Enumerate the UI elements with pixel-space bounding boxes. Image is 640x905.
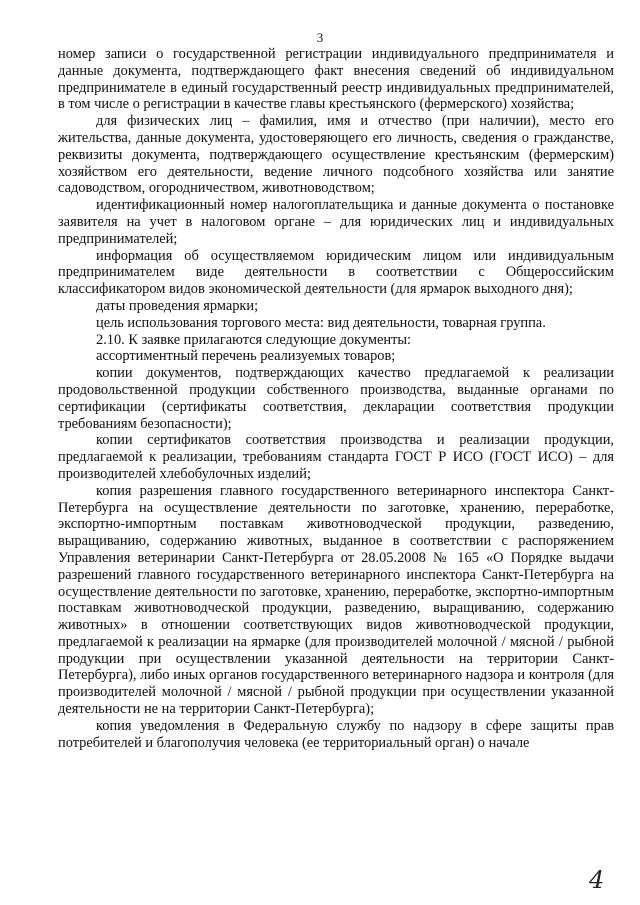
paragraph: даты проведения ярмарки; (96, 297, 259, 314)
document-body (58, 46, 614, 751)
page-number: 3 (316, 30, 324, 45)
paragraph: копии документов, подтверждающих качество предлагаемой к реализации продовольственной продукции собственного производства, выданные органами по сертификации (сертификаты соответствия, декларации соответствия продукции требованиям безопасности); (58, 365, 614, 432)
paragraph: копия уведомления в Федеральную службу по надзору в сфере защиты прав потребителей и благополучия человека (ее территориальный орган) о начале (58, 717, 614, 751)
paragraph: ассортиментный перечень реализуемых товаров; (96, 348, 396, 365)
paragraph: копии сертификатов соответствия производства и реализации продукции, предлагаемой к реализации, требованиям стандарта ГОСТ Р ИСО (ГОСТ ИСО) – для производителей хлебобулочных изделий; (58, 432, 614, 482)
paragraph: для физических лиц – фамилия, имя и отчество (при наличии), место его жительства, данные документа, удостоверяющего его личность, сведения о гражданстве, реквизиты документа, подтверждающего осуществление крестьянским (фермерским) хозяйством его деятельности, ведение личного подсобного хозяйства или занятие садоводством, огородничеством, животноводством; (58, 113, 614, 197)
paragraph: 2.10. К заявке прилагаются следующие документы: (96, 331, 412, 348)
paragraph: информация об осуществляемом юридическим лицом или индивидуальным предпринимателем виде деятельности в соответствии с Общероссийским классификатором видов экономической деятельности (для ярмарок выходного дня); (58, 247, 614, 298)
paragraph: цель использования торгового места: вид деятельности, товарная группа. (96, 314, 546, 331)
paragraph: копия разрешения главного государственного ветеринарного инспектора Санкт-Петербурга на осуществление деятельности по заготовке, хранению, переработке, экспортно-импортным поставкам животноводческой продукции, разведению, выращиванию, содержанию животных, выданное в соответствии с распоряжением Управления ветеринарии Санкт-Петербурга от 28.05.2008 № 165 «О Порядке выдачи разрешений главного государственного ветеринарного инспектора Санкт-Петербурга на осуществление деятельности по заготовке, хранению, переработке, экспортно-импортным поставкам животноводческой продукции, разведению, выращиванию, содержанию животных» в отношении соответствующих видов животноводческой продукции, предлагаемой к реализации на ярмарке (для производителей молочной / мясной / рыбной продукции при осуществлении указанной деятельности на территории Санкт-Петербурга), либо иных органов государственного ветеринарного надзора и контроля (для производителей молочной / мясной / рыбной продукции при осуществлении указанной деятельности не на территории Санкт-Петербурга); (58, 482, 614, 718)
paragraph: идентификационный номер налогоплательщика и данные документа о постановке заявителя на учет в налоговом органе – для юридических лиц и индивидуальных предпринимателей; (58, 197, 614, 247)
handwritten-page-mark: 4 (589, 866, 605, 894)
paragraph: номер записи о государственной регистрации индивидуального предпринимателя и данные документа, подтверждающего факт внесения сведений об индивидуальном предпринимателе в единый государственный реестр индивидуальных предпринимателей, в том числе о регистрации в качестве главы крестьянского (фермерского) хозяйства; (58, 46, 614, 113)
